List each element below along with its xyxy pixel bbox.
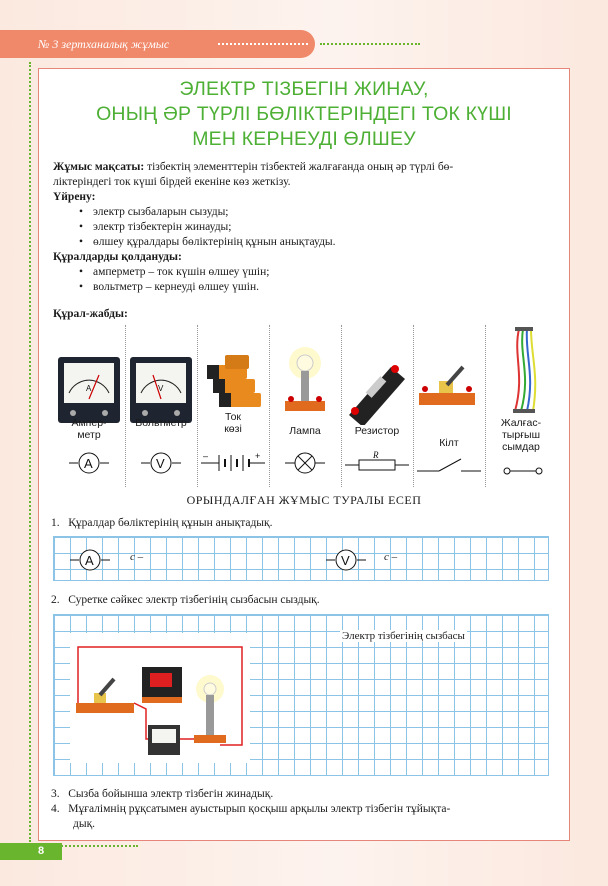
equipment-name: Резистор [354, 425, 400, 437]
title-line: ЭЛЕКТР ТІЗБЕГІН ЖИНАУ, [179, 78, 429, 100]
wire-symbol [503, 461, 543, 481]
equipment-name [53, 417, 125, 441]
step-4 [51, 802, 563, 817]
lamp-image [269, 345, 341, 425]
step-text: Мұғалімнің рұқсатымен ауыстырып қосқыш арқылы электр тізбегін тұйықта- [68, 803, 451, 815]
learn-label: Үйрену: [53, 191, 96, 203]
equipment-name-line: метр [77, 429, 101, 441]
equipment-name: Кілт [439, 437, 459, 449]
equipment-name [197, 411, 269, 435]
step-number: 4. [51, 803, 60, 815]
equipment-name-line: Жалғас- [500, 417, 542, 429]
resistor-symbol [345, 451, 409, 475]
learn-item: • электр тізбектерін жинауды; [93, 220, 231, 235]
lamp-symbol [285, 451, 325, 475]
ammeter-symbol [69, 451, 109, 475]
page-number: 8 [0, 843, 62, 860]
equipment-lamp [269, 325, 341, 487]
step-4-cont: дық. [73, 818, 96, 830]
goal-text: тізбектің элементтерін тізбектей жалғағанда оның әр түрлі бө- [144, 161, 454, 173]
measurement-grid[interactable] [53, 536, 549, 581]
content-card [38, 68, 570, 841]
wires-image [485, 325, 557, 415]
step-2 [51, 593, 320, 608]
instrument-item: • вольтметр – кернеуді өлшеу үшін. [93, 280, 259, 295]
equipment-label: Құрал-жабды: [53, 308, 128, 320]
equipment-battery [197, 325, 269, 487]
scheme-grid[interactable] [53, 614, 549, 776]
voltmeter-dial-letter: V [158, 384, 164, 393]
resistor-symbol-letter: R [373, 451, 379, 460]
ammeter-symbol [70, 548, 110, 572]
equipment-ammeter [53, 325, 125, 487]
equipment-name: Лампа [289, 425, 321, 437]
header-dots [218, 43, 308, 45]
goal-text-cont: ліктеріндегі ток күші бірдей екеніне көз жеткізу. [53, 176, 291, 188]
equipment-row [53, 325, 557, 487]
key-symbol [417, 455, 481, 479]
step-text: Құралдар бөліктерінің құнын анықтадық. [68, 517, 273, 529]
equipment-resistor [341, 325, 413, 487]
goal-label: Жұмыс мақсаты: [53, 161, 145, 173]
bottom-dots [58, 845, 138, 847]
equipment-name-line: тырғыш [502, 429, 540, 441]
equipment-name [485, 417, 557, 453]
equipment-wires [485, 325, 557, 487]
ammeter-dial-letter: A [86, 384, 92, 393]
title-line: ОНЫҢ ӘР ТҮРЛІ БӨЛІКТЕРІНДЕГІ ТОК КҮШІ [96, 103, 512, 125]
grid-voltmeter-letter: V [341, 553, 350, 568]
equipment-name-line: Ток [224, 411, 242, 423]
step-number: 1. [51, 517, 60, 529]
lab-label: № 3 зертханалық жұмыс [38, 36, 170, 51]
goal-paragraph [53, 160, 563, 175]
battery-plus: + [255, 451, 261, 461]
equipment-name: Вольтметр [135, 417, 187, 429]
battery-minus: – [203, 451, 209, 461]
equipment-voltmeter [125, 325, 197, 487]
price-label: c – [384, 551, 398, 563]
header-dots-green [320, 43, 420, 45]
circuit-photo [70, 633, 250, 763]
step-number: 2. [51, 594, 60, 606]
resistor-image [341, 345, 413, 425]
instrument-item: • амперметр – ток күшін өлшеу үшін; [93, 265, 269, 280]
learn-item: • өлшеу құралдары бөліктерінің құнын анықтауды. [93, 235, 336, 250]
equipment-name-line: Ампер- [71, 417, 107, 429]
instruments-label: Құралдарды қолдануды: [53, 251, 182, 263]
side-dots [29, 62, 31, 842]
scheme-label: Электр тізбегінің сызбасы [342, 630, 465, 642]
title-line: МЕН КЕРНЕУДІ ӨЛШЕУ [192, 128, 416, 150]
step-1 [51, 516, 273, 531]
equipment-key [413, 325, 485, 487]
step-3 [51, 787, 273, 802]
voltmeter-symbol [141, 451, 181, 475]
equipment-name-line: көзі [224, 423, 242, 435]
price-label: c – [130, 551, 144, 563]
key-image [413, 363, 485, 443]
step-number: 3. [51, 788, 60, 800]
voltmeter-symbol [326, 548, 366, 572]
page-title [39, 77, 569, 152]
equipment-name-line: сымдар [502, 441, 540, 453]
grid-ammeter-letter: A [85, 553, 94, 568]
ammeter-symbol-letter: A [84, 456, 93, 471]
step-text: Суретке сәйкес электр тізбегінің сызбасын сыздық. [68, 594, 320, 606]
battery-symbol [201, 451, 265, 475]
voltmeter-symbol-letter: V [156, 456, 165, 471]
step-text: Сызба бойынша электр тізбегін жинадық. [68, 788, 274, 800]
report-title: ОРЫНДАЛҒАН ЖҰМЫС ТУРАЛЫ ЕСЕП [186, 493, 422, 507]
learn-item: • электр сызбаларын сызуды; [93, 205, 229, 220]
